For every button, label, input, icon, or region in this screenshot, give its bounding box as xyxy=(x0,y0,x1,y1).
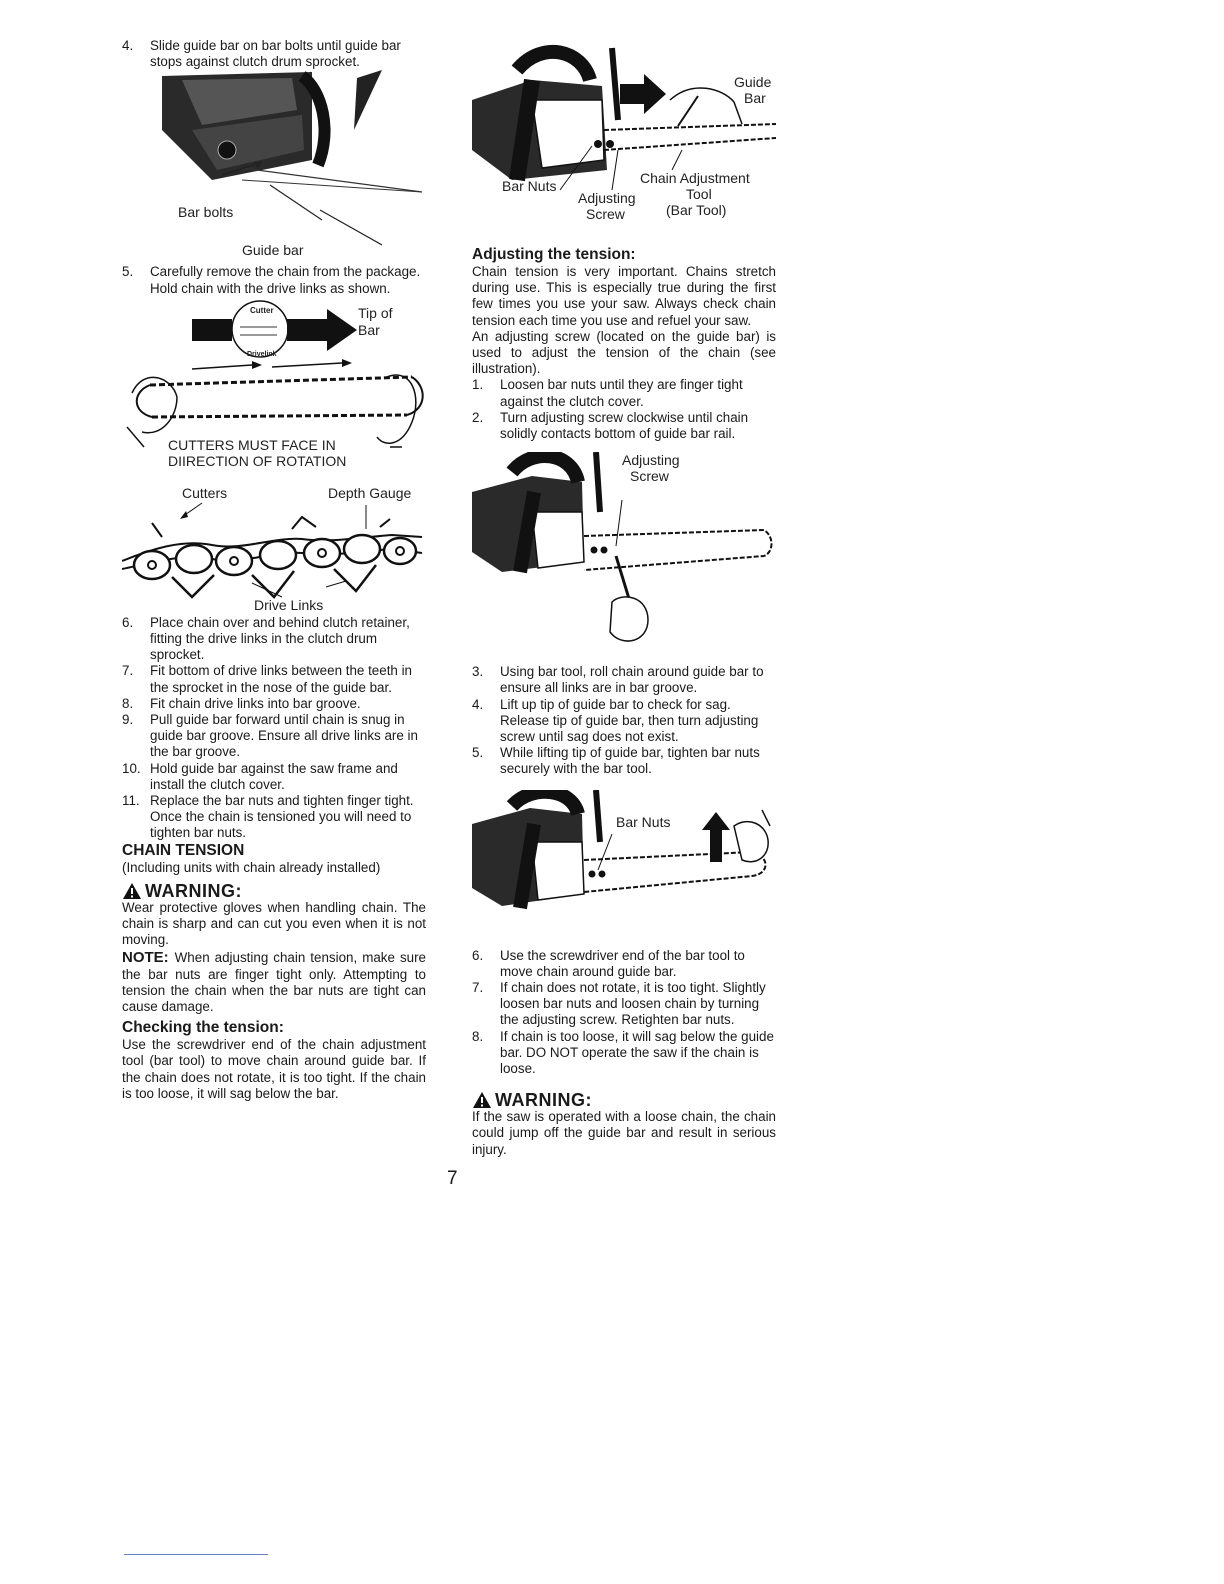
label-cutters: Cutters xyxy=(182,484,228,501)
chain-tension-subheading: (Including units with chain already installed) xyxy=(122,859,381,875)
step-6 xyxy=(472,948,776,980)
adjusting-screw-illustration xyxy=(472,452,776,664)
label-adjusting: Adjusting xyxy=(578,190,636,206)
step-10 xyxy=(122,761,426,793)
label-tool: Tool xyxy=(686,186,712,202)
figure-adjusting-screw xyxy=(472,452,776,664)
label-chain-adjustment: Chain Adjustment xyxy=(640,170,750,186)
adjusting-paragraph-1: Chain tension is very important. Chains stretch during use. This is especially true during the first few times you use your saw. Always check chain tension each time you use and refuel your saw. xyxy=(472,264,776,328)
step-text: Lift up tip of guide bar to check for sag. Release tip of guide bar, then turn adjusting screw until sag does not exist. xyxy=(500,696,759,745)
warning-heading-line xyxy=(122,882,426,900)
step-4 xyxy=(472,697,776,746)
warning-icon xyxy=(472,1091,492,1109)
step-number: 7. xyxy=(122,663,134,679)
page-number: 7 xyxy=(447,1168,458,1189)
step-text: While lifting tip of guide bar, tighten bar nuts securely with the bar tool. xyxy=(500,745,760,777)
label-guide-bar: Guide bar xyxy=(242,242,304,259)
label-guide: Guide xyxy=(734,74,772,90)
step-text: Loosen bar nuts until they are finger tight against the clutch cover. xyxy=(500,377,743,409)
step-text: If chain does not rotate, it is too tight. Slightly loosen bar nuts and loosen chain by turning the adjusting screw. Retighten bar nuts. xyxy=(500,980,766,1028)
step-7 xyxy=(472,980,776,1029)
label-adjusting: Adjusting xyxy=(622,452,680,469)
label-cutter: Cutter xyxy=(250,305,274,315)
step-text: Hold guide bar against the saw frame and install the clutch cover. xyxy=(150,760,398,792)
step-5 xyxy=(122,264,426,296)
warning-heading-line xyxy=(472,1091,776,1109)
label-screw: Screw xyxy=(586,206,625,222)
caption-cutters-face: CUTTERS MUST FACE IN xyxy=(168,436,336,453)
note-word: NOTE: xyxy=(122,949,169,967)
label-screw: Screw xyxy=(630,468,669,485)
label-bar-nuts: Bar Nuts xyxy=(502,178,557,194)
step-number: 1. xyxy=(472,377,484,393)
step-number: 3. xyxy=(472,664,484,680)
steps-3-5 xyxy=(472,664,776,777)
step-number: 5. xyxy=(472,745,484,761)
caption-direction: DIIRECTION OF ROTATION xyxy=(168,452,347,469)
label-drivelink: Drivelink xyxy=(247,350,277,358)
step-1 xyxy=(472,377,776,409)
label-guide-bar: Bar xyxy=(744,90,766,106)
label-bar-tool: (Bar Tool) xyxy=(666,202,727,218)
step-8 xyxy=(122,696,426,712)
steps-6-8 xyxy=(472,948,776,1078)
adjusting-heading: Adjusting the tension: xyxy=(472,246,636,263)
label-bar-bolts: Bar bolts xyxy=(178,204,234,221)
label-tip-of: Tip of xyxy=(358,304,393,321)
checking-text: Use the screwdriver end of the chain adjustment tool (bar tool) to move chain around guide bar. If the chain does not rotate, it is too tight. If the chain is too loose, it will sag below the bar. xyxy=(122,1037,426,1101)
step-text: If chain is too loose, it will sag below the guide bar. DO NOT operate the saw if the chain is loose. xyxy=(500,1028,774,1077)
step-number: 4. xyxy=(122,38,134,53)
step-9 xyxy=(122,712,426,761)
right-column xyxy=(472,40,776,1158)
checking-heading: Checking the tension: xyxy=(122,1019,284,1037)
step-number: 6. xyxy=(472,947,484,963)
step-text: Carefully remove the chain from the package. Hold chain with the drive links as shown. xyxy=(150,264,421,296)
figure-bar-bolts xyxy=(122,70,426,260)
warning-word: WARNING: xyxy=(145,880,242,901)
step-text: Using bar tool, roll chain around guide bar to ensure all links are in bar groove. xyxy=(500,664,764,696)
step-text: Pull guide bar forward until chain is snug in guide bar groove. Ensure all drive links are in the bar groove. xyxy=(150,712,418,760)
step-text: Replace the bar nuts and tighten finger tight. Once the chain is tensioned you will need to tighten bar nuts. xyxy=(150,793,414,841)
warning-text: If the saw is operated with a loose chain, the chain could jump off the guide bar and result in serious injury. xyxy=(472,1109,776,1157)
step-number: 7. xyxy=(472,980,484,996)
figure-chain-parts xyxy=(122,479,426,615)
step-text: Fit bottom of drive links between the teeth in the sprocket in the nose of the guide bar. xyxy=(150,663,413,695)
step-3 xyxy=(472,664,776,696)
step-number: 5. xyxy=(122,264,134,280)
label-bar: Bar xyxy=(358,321,380,338)
step-number: 10. xyxy=(122,760,141,776)
step-text: Fit chain drive links into bar groove. xyxy=(150,695,361,711)
label-drive-links: Drive Links xyxy=(254,596,324,613)
step-11 xyxy=(122,793,426,842)
step-number: 4. xyxy=(472,696,484,712)
bar-nuts-illustration xyxy=(472,790,776,940)
steps-6-11 xyxy=(122,615,426,842)
warning-icon xyxy=(122,882,142,900)
label-bar-nuts: Bar Nuts xyxy=(616,813,671,830)
adjusting-paragraph-2: An adjusting screw (located on the guide bar) is used to adjust the tension of the chain (see illustration). xyxy=(472,328,776,377)
warning-word: WARNING: xyxy=(495,1090,592,1111)
step-number: 11. xyxy=(122,793,140,809)
bar-bolts-illustration xyxy=(122,70,426,260)
step-7 xyxy=(122,663,426,695)
step-5 xyxy=(472,745,776,777)
step-4 xyxy=(122,38,426,70)
label-depth-gauge: Depth Gauge xyxy=(328,484,412,501)
step-2 xyxy=(472,410,776,442)
step-text: Place chain over and behind clutch retainer, fitting the drive links in the clutch drum sprocket. xyxy=(150,614,410,663)
step-number: 9. xyxy=(122,712,134,728)
figure-bar-tool xyxy=(472,40,776,230)
figure-hold-chain xyxy=(122,297,426,479)
figure-bar-nuts xyxy=(472,790,776,940)
footer-rule xyxy=(124,1554,268,1555)
step-text: Use the screwdriver end of the bar tool to move chain around guide bar. xyxy=(500,947,745,979)
step-8 xyxy=(472,1029,776,1078)
note-text: When adjusting chain tension, make sure the bar nuts are finger tight only. Attempting to tension the chain when the bar nuts are tight can cause damage. xyxy=(122,950,426,1015)
left-column xyxy=(122,38,426,1102)
steps-1-2 xyxy=(472,377,776,442)
step-number: 2. xyxy=(472,409,484,425)
warning-text: Wear protective gloves when handling chain. The chain is sharp and can cut you even when it is not moving. xyxy=(122,899,426,948)
step-number: 8. xyxy=(472,1028,484,1044)
note-paragraph xyxy=(122,950,426,1015)
step-number: 6. xyxy=(122,614,134,630)
chain-tension-heading: CHAIN TENSION xyxy=(122,841,245,859)
step-6 xyxy=(122,615,426,664)
step-number: 8. xyxy=(122,695,134,711)
step-text: Turn adjusting screw clockwise until chain solidly contacts bottom of guide bar rail. xyxy=(500,409,749,442)
step-text: Slide guide bar on bar bolts until guide bar stops against clutch drum sprocket. xyxy=(150,38,401,70)
